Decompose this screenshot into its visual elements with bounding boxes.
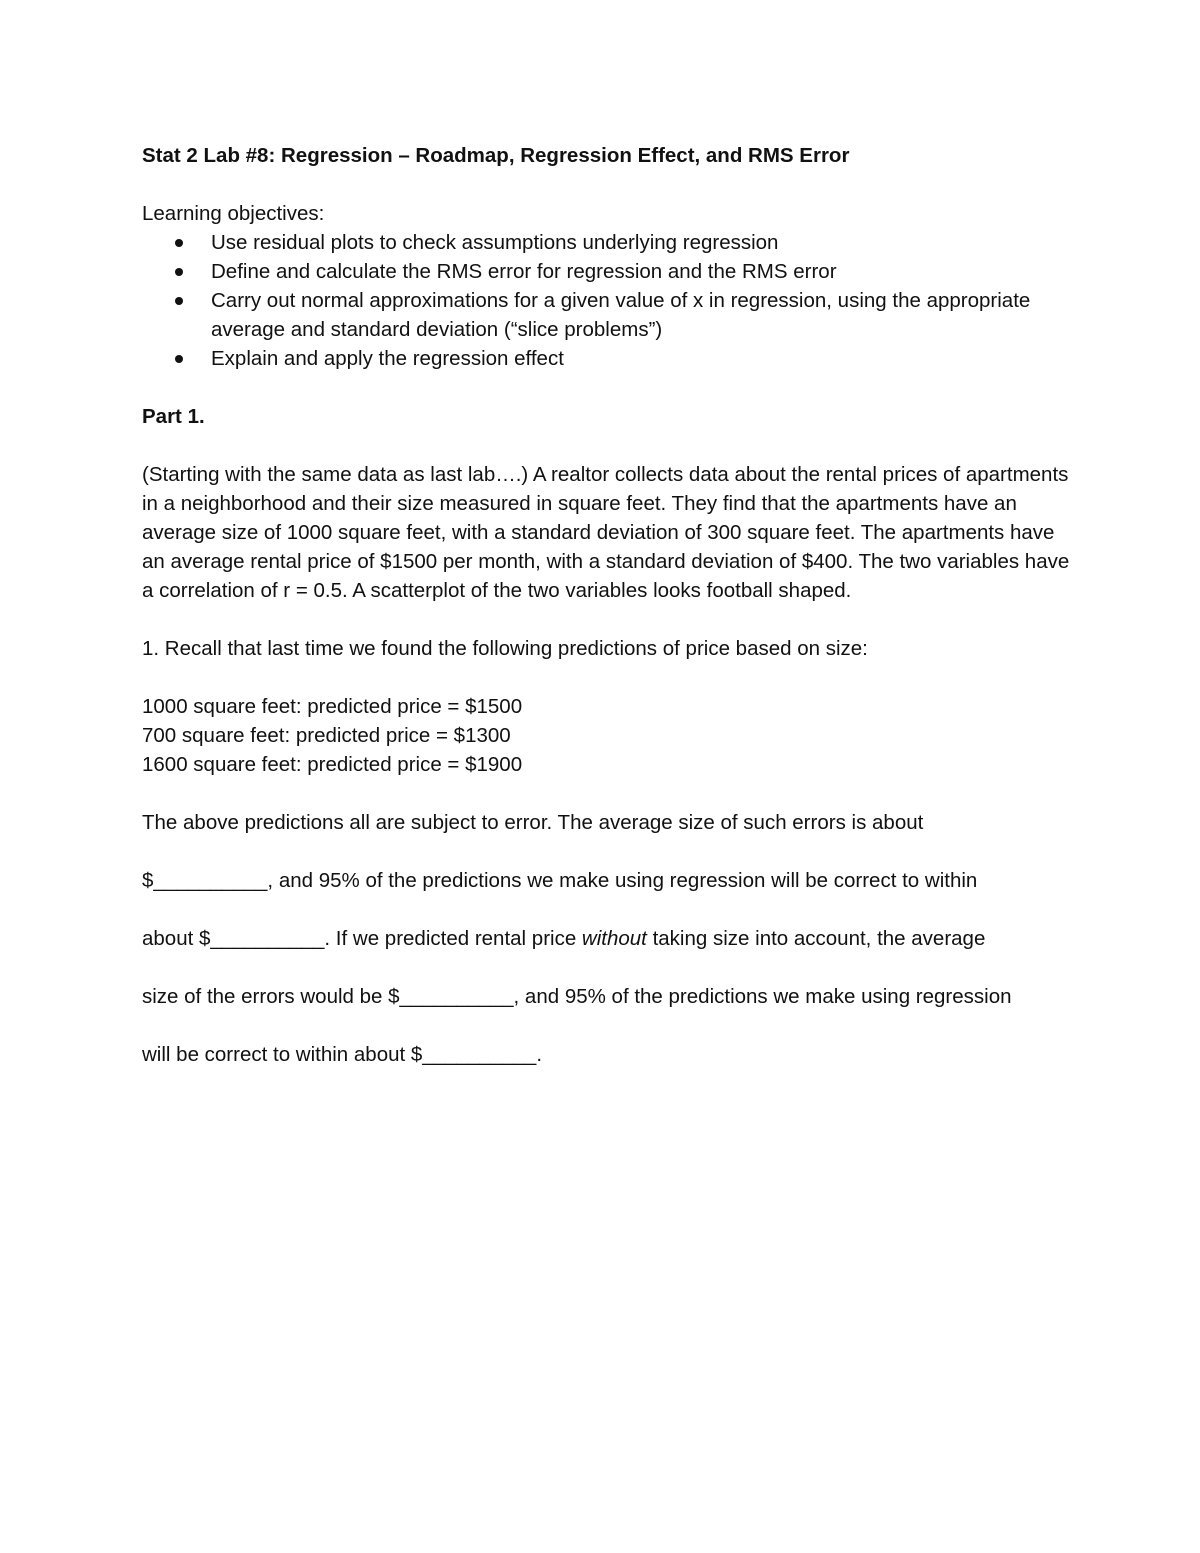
part-heading: Part 1. (142, 405, 205, 428)
objective-item (142, 228, 1072, 257)
fill-in-text: about $__________. If we predicted rental price (142, 927, 582, 950)
prediction-line: 1600 square feet: predicted price = $1900 (142, 753, 523, 776)
objective-text: Define and calculate the RMS error for regression and the RMS error (211, 260, 837, 283)
fill-in-text: taking size into account, the average (646, 927, 986, 950)
objective-item (142, 257, 1072, 286)
fill-in-line-2 (142, 866, 1072, 895)
fill-in-line-5: will be correct to within about $__________. (142, 1043, 543, 1066)
bullet-icon (175, 268, 183, 276)
question-1: 1. Recall that last time we found the following predictions of price based on size: (142, 637, 868, 660)
objective-item (142, 286, 1072, 344)
emphasis-text: without (581, 927, 647, 950)
bullet-icon (175, 355, 183, 363)
fill-in-line-1: The above predictions all are subject to error. The average size of such errors is about (142, 811, 924, 834)
objectives-list (142, 228, 1072, 373)
document-body (142, 141, 1072, 1098)
prediction-line: 1000 square feet: predicted price = $1500 (142, 695, 523, 718)
objectives-label: Learning objectives: (142, 202, 325, 225)
objective-item (142, 344, 1072, 373)
objective-text: Use residual plots to check assumptions underlying regression (211, 231, 779, 254)
bullet-icon (175, 239, 183, 247)
predictions-list (142, 692, 1072, 779)
prediction-line: 700 square feet: predicted price = $1300 (142, 724, 511, 747)
fill-in-text: , and 95% of the predictions we make using regression will be correct to within (267, 869, 978, 892)
intro-paragraph: (Starting with the same data as last lab….) A realtor collects data about the rental prices of apartments in a neighborhood and their size measured in square feet. They find that the apartments have an average size of 1000 square feet, with a standard deviation of 300 square feet. The apartments have an average rental price of $1500 per month, with a standard deviation of $400. The two variables have a correlation of r = 0.5. A scatterplot of the two variables looks football shaped. (142, 463, 1070, 602)
answer-blank: $__________ (142, 869, 268, 892)
document-title: Stat 2 Lab #8: Regression – Roadmap, Regression Effect, and RMS Error (142, 144, 850, 167)
objective-text: Explain and apply the regression effect (211, 347, 564, 370)
objective-text: Carry out normal approximations for a given value of x in regression, using the appropriate average and standard deviation (“slice problems”) (211, 289, 1031, 341)
fill-in-line-3 (142, 924, 1072, 953)
fill-in-line-4: size of the errors would be $__________, and 95% of the predictions we make using regression (142, 985, 1012, 1008)
bullet-icon (175, 297, 183, 305)
